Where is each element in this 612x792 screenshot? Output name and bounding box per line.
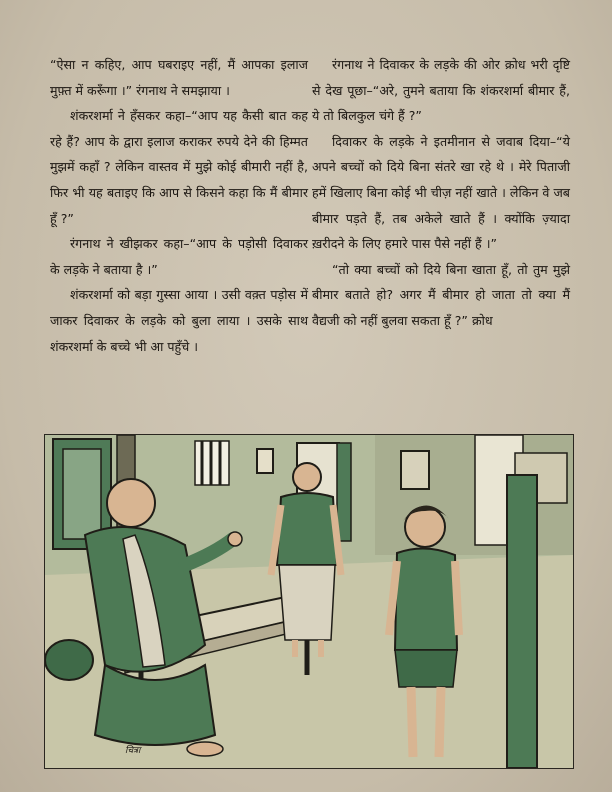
- door-panel: [337, 443, 351, 541]
- paragraph: दिवाकर के लड़के ने इतमीनान से जवाब दिया–“ये अपने बच्चों को दिये बिना संतरे खा रहे थे । मेरे पिताजी हमें खिलाए बिना कोई भी चीज़ नहीं खाते । लेकिन वे जब बीमार पड़ते हैं, तब अकेले खाते हैं । क्योंकि ज़्यादा ख़रीदने के लिए हमारे पास पैसे नहीं हैं ।”: [312, 133, 570, 252]
- doctor-bag: [45, 640, 93, 680]
- paragraph: “ऐसा न कहिए, आप घबराइए नहीं, मैं आपका इलाज मुफ़्त में करूँगा ।” रंगनाथ ने समझाया ।: [50, 57, 308, 98]
- illustration-scene: [45, 435, 573, 768]
- paragraph: शंकरशर्मा को बड़ा गुस्सा आया । उसी वक़्त पड़ोस में जाकर दिवाकर के लड़के को बुला लाया । उसके साथ शंकरशर्मा के बच्चे भी आ पहुँचे ।: [50, 287, 308, 354]
- green-pillar: [507, 475, 537, 768]
- right-text-column: [312, 52, 570, 334]
- paragraph: “तो क्या बच्चों को दिये बिना खाता हूँ, तो तुम मुझे बीमार बताते हो? अगर मैं बीमार हो जाता तो क्या मैं वैद्यजी को नहीं बुलवा सकता हूँ ?” क्रोध: [312, 261, 570, 328]
- story-illustration: [44, 434, 574, 769]
- paragraph: शंकरशर्मा ने हँसकर कहा–“आप यह कैसी बात कह रहे हैं? आप के द्वारा इलाज कराकर रुपये देने की हिम्मत मुझमें कहाँ ? लेकिन वास्तव में मुझे कोई बीमारी नहीं है, फिर भी यह बताइए कि आप से किसने कहा कि मैं बीमार हूँ ?”: [50, 108, 308, 226]
- picture-frame: [257, 449, 273, 473]
- barred-window: [195, 441, 229, 485]
- artist-signature: चित्रा: [125, 746, 141, 756]
- wall-portrait: [401, 451, 429, 489]
- paragraph: रंगनाथ ने दिवाकर के लड़के की ओर क्रोध भरी दृष्टि से देख पूछा–“अरे, तुमने बताया कि शंकरशर्मा बीमार हैं, ये तो बिलकुल चंगे हैं ?”: [312, 57, 570, 124]
- left-text-column: [50, 52, 308, 359]
- paragraph: रंगनाथ ने खीझकर कहा–“आप के पड़ोसी दिवाकर के लड़के ने बताया है ।”: [50, 236, 308, 277]
- window-pane: [63, 449, 101, 539]
